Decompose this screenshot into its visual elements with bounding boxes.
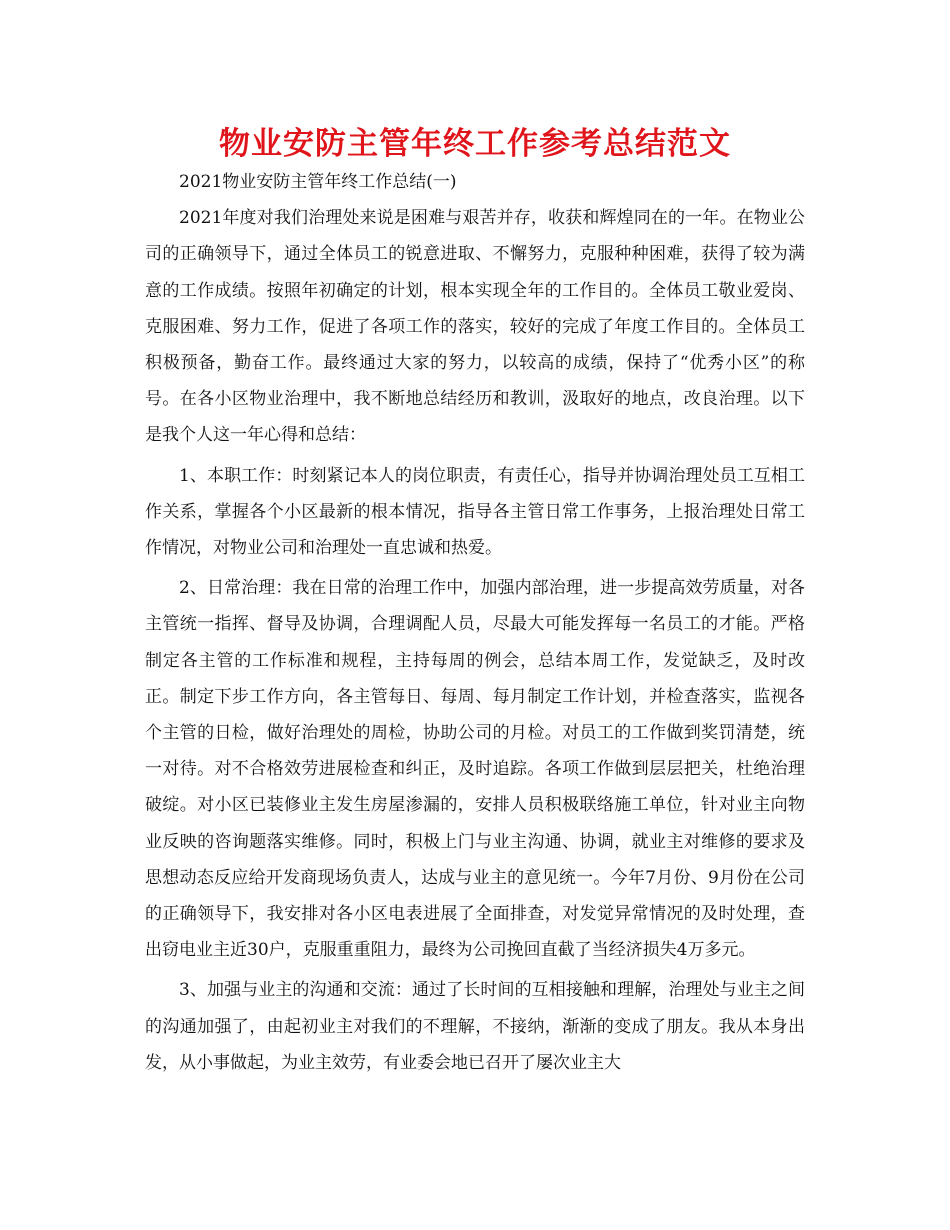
document-subtitle: 2021物业安防主管年终工作总结(一) — [179, 172, 457, 192]
document-title: 物业安防主管年终工作参考总结范文 — [219, 126, 731, 162]
paragraph-intro: 2021年度对我们治理处来说是困难与艰苦并存，收获和辉煌同在的一年。在物业公司的正确领导下，通过全体员工的锐意进取、不懈努力，克服种种困难，获得了较为满意的工作成绩。按照年初确定的计划，根本实现全年的工作目的。全体员工敬业爱岗、克服困难、努力工作，促进了各项工作的落实，较好的完成了年度工作目的。全体员工积极预备，勤奋工作。最终通过大家的努力，以较高的成绩，保持了“优秀小区”的称号。在各小区物业治理中，我不断地总结经历和教训，汲取好的地点，改良治理。以下是我个人这一年心得和总结： — [145, 208, 805, 446]
paragraph-duty: 1、本职工作：时刻紧记本人的岗位职责，有责任心，指导并协调治理处员工互相工作关系，掌握各个小区最新的根本情况，指导各主管日常工作事务，上报治理处日常工作情况，对物业公司和治理处一直忠诚和热爱。 — [145, 465, 805, 559]
document-body — [145, 164, 805, 1081]
paragraph-communication: 3、加强与业主的沟通和交流：通过了长时间的互相接触和理解，治理处与业主之间的沟通加强了，由起初业主对我们的不理解，不接纳，渐渐的变成了朋友。我从本身出发，从小事做起，为业主效劳，有业委会地已召开了屡次业主大 — [145, 980, 805, 1073]
paragraph-management: 2、日常治理：我在日常的治理工作中，加强内部治理，进一步提高效劳质量，对各主管统一指挥、督导及协调，合理调配人员，尽最大可能发挥每一名员工的才能。严格制定各主管的工作标准和规程，主持每周的例会，总结本周工作，发觉缺乏，及时改正。制定下步工作方向，各主管每日、每周、每月制定工作计划，并检查落实，监视各个主管的日检，做好治理处的周检，协助公司的月检。对员工的工作做到奖罚清楚，统一对待。对不合格效劳进展检查和纠正，及时追踪。各项工作做到层层把关，杜绝治理破绽。对小区已装修业主发生房屋渗漏的，安排人员积极联络施工单位，针对业主向物业反映的咨询题落实维修。同时，积极上门与业主沟通、协调，就业主对维修的要求及思想动态反应给开发商现场负责人，达成与业主的意见统一。今年7月份、9月份在公司的正确领导下，我安排对各小区电表进展了全面排查，对发觉异常情况的及时处理，查出窃电业主近30户，克服重重阻力，最终为公司挽回直截了当经济损失4万多元。 — [145, 578, 805, 961]
